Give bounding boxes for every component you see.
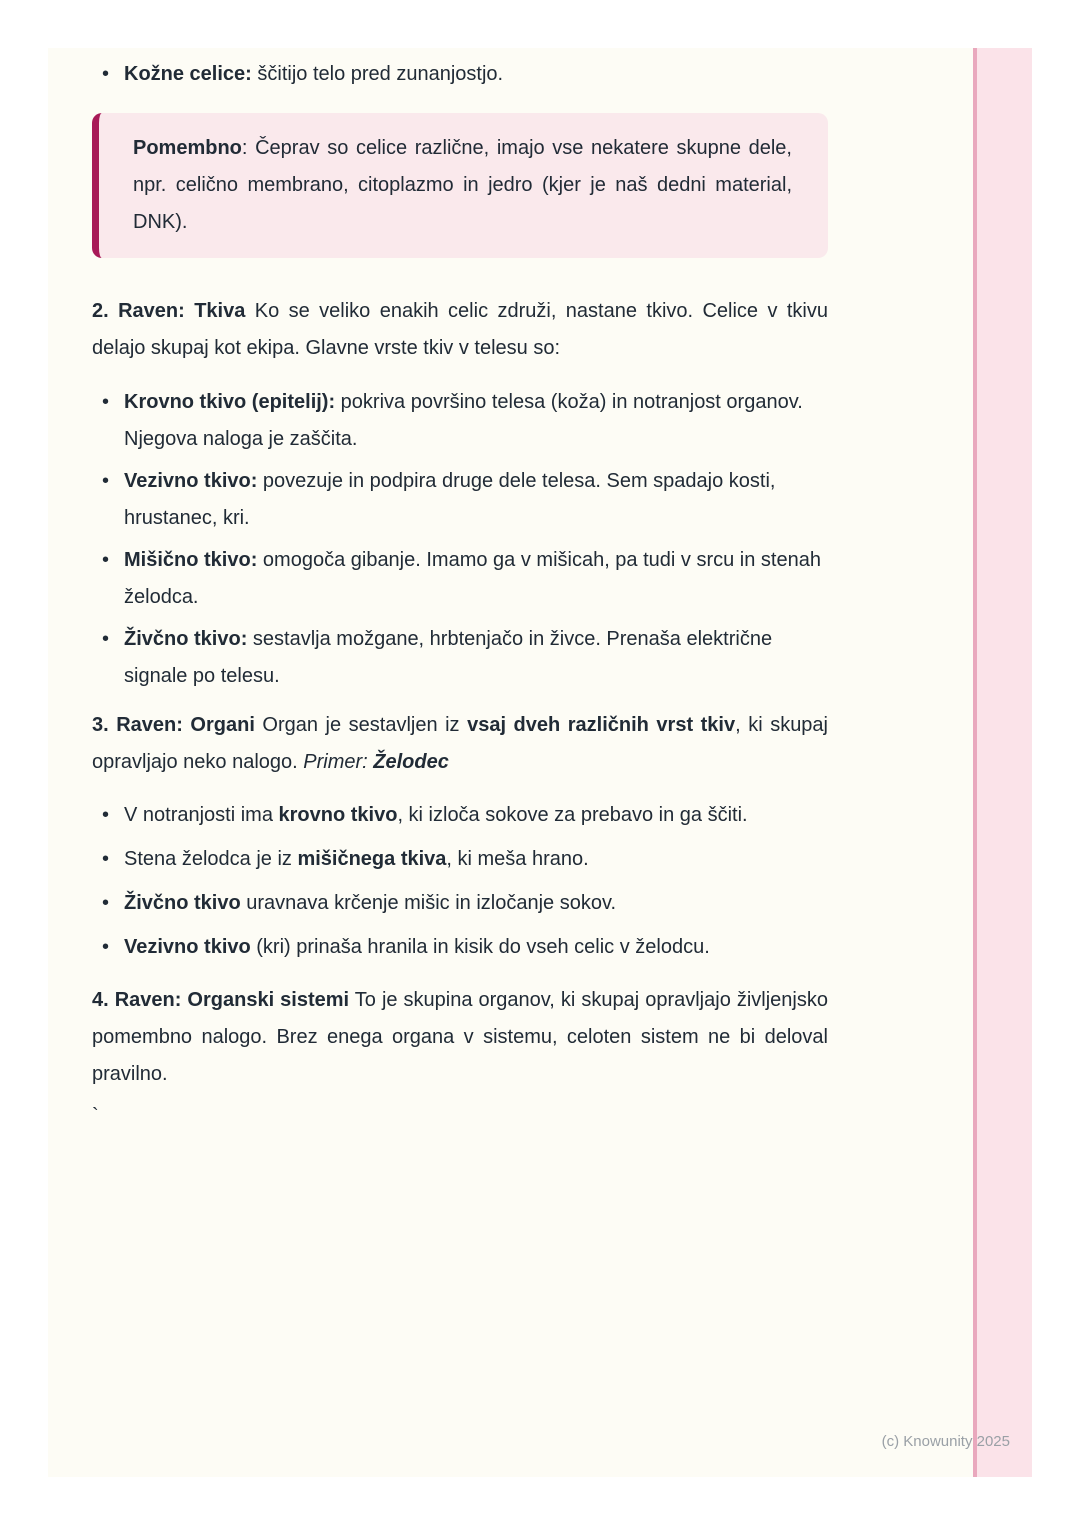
intro-bullet-list	[92, 56, 828, 93]
list-item: • Živčno tkivo: sestavlja možgane, hrbtenjačo in živce. Prenaša električne signale po telesu.	[92, 621, 828, 695]
list-item: • Mišično tkivo: omogoča gibanje. Imamo ga v mišicah, pa tudi v srcu in stenah želodca.	[92, 542, 828, 616]
document-content	[92, 48, 828, 1135]
list-item: • Krovno tkivo (epitelij): pokriva površino telesa (koža) in notranjost organov. Njegova naloga je zaščita.	[92, 384, 828, 458]
copyright-footer: (c) Knowunity 2025	[881, 1433, 1010, 1450]
list-item: • Vezivno tkivo (kri) prinaša hranila in kisik do vseh celic v želodcu.	[92, 929, 828, 966]
list-item: • V notranjosti ima krovno tkivo, ki izloča sokove za prebavo in ga ščiti.	[92, 797, 828, 834]
paragraph-level-4-organ-systems: 4. Raven: Organski sistemi To je skupina organov, ki skupaj opravljajo življenjsko pomembno nalogo. Brez enega organa v sistemu, celoten sistem ne bi deloval pravilno.	[92, 989, 828, 1085]
list-item: • Kožne celice: ščitijo telo pred zunanjostjo.	[92, 56, 828, 93]
paragraph-level-2-tissues: 2. Raven: Tkiva Ko se veliko enakih celic združi, nastane tkivo. Celice v tkivu delajo skupaj kot ekipa. Glavne vrste tkiv v telesu so:	[92, 300, 829, 359]
list-item: • Živčno tkivo uravnava krčenje mišic in izločanje sokov.	[92, 885, 828, 922]
important-callout: Pomembno: Čeprav so celice različne, imajo vse nekatere skupne dele, npr. celično membrano, citoplazmo in jedro (kjer je naš dedni material, DNK).	[92, 113, 828, 258]
list-item: • Stena želodca je iz mišičnega tkiva, ki meša hrano.	[92, 841, 828, 878]
stomach-tissues-list	[92, 797, 828, 966]
tissue-types-list	[92, 384, 828, 695]
stray-backtick: `	[92, 1105, 99, 1127]
right-accent-bar	[973, 48, 1032, 1477]
list-item: • Vezivno tkivo: povezuje in podpira druge dele telesa. Sem spadajo kosti, hrustanec, kri.	[92, 463, 828, 537]
document-page-sheet	[48, 48, 1032, 1477]
paragraph-level-3-organs: 3. Raven: Organi Organ je sestavljen iz vsaj dveh različnih vrst tkiv, ki skupaj opravljajo neko nalogo. Primer: Želodec	[92, 714, 829, 773]
